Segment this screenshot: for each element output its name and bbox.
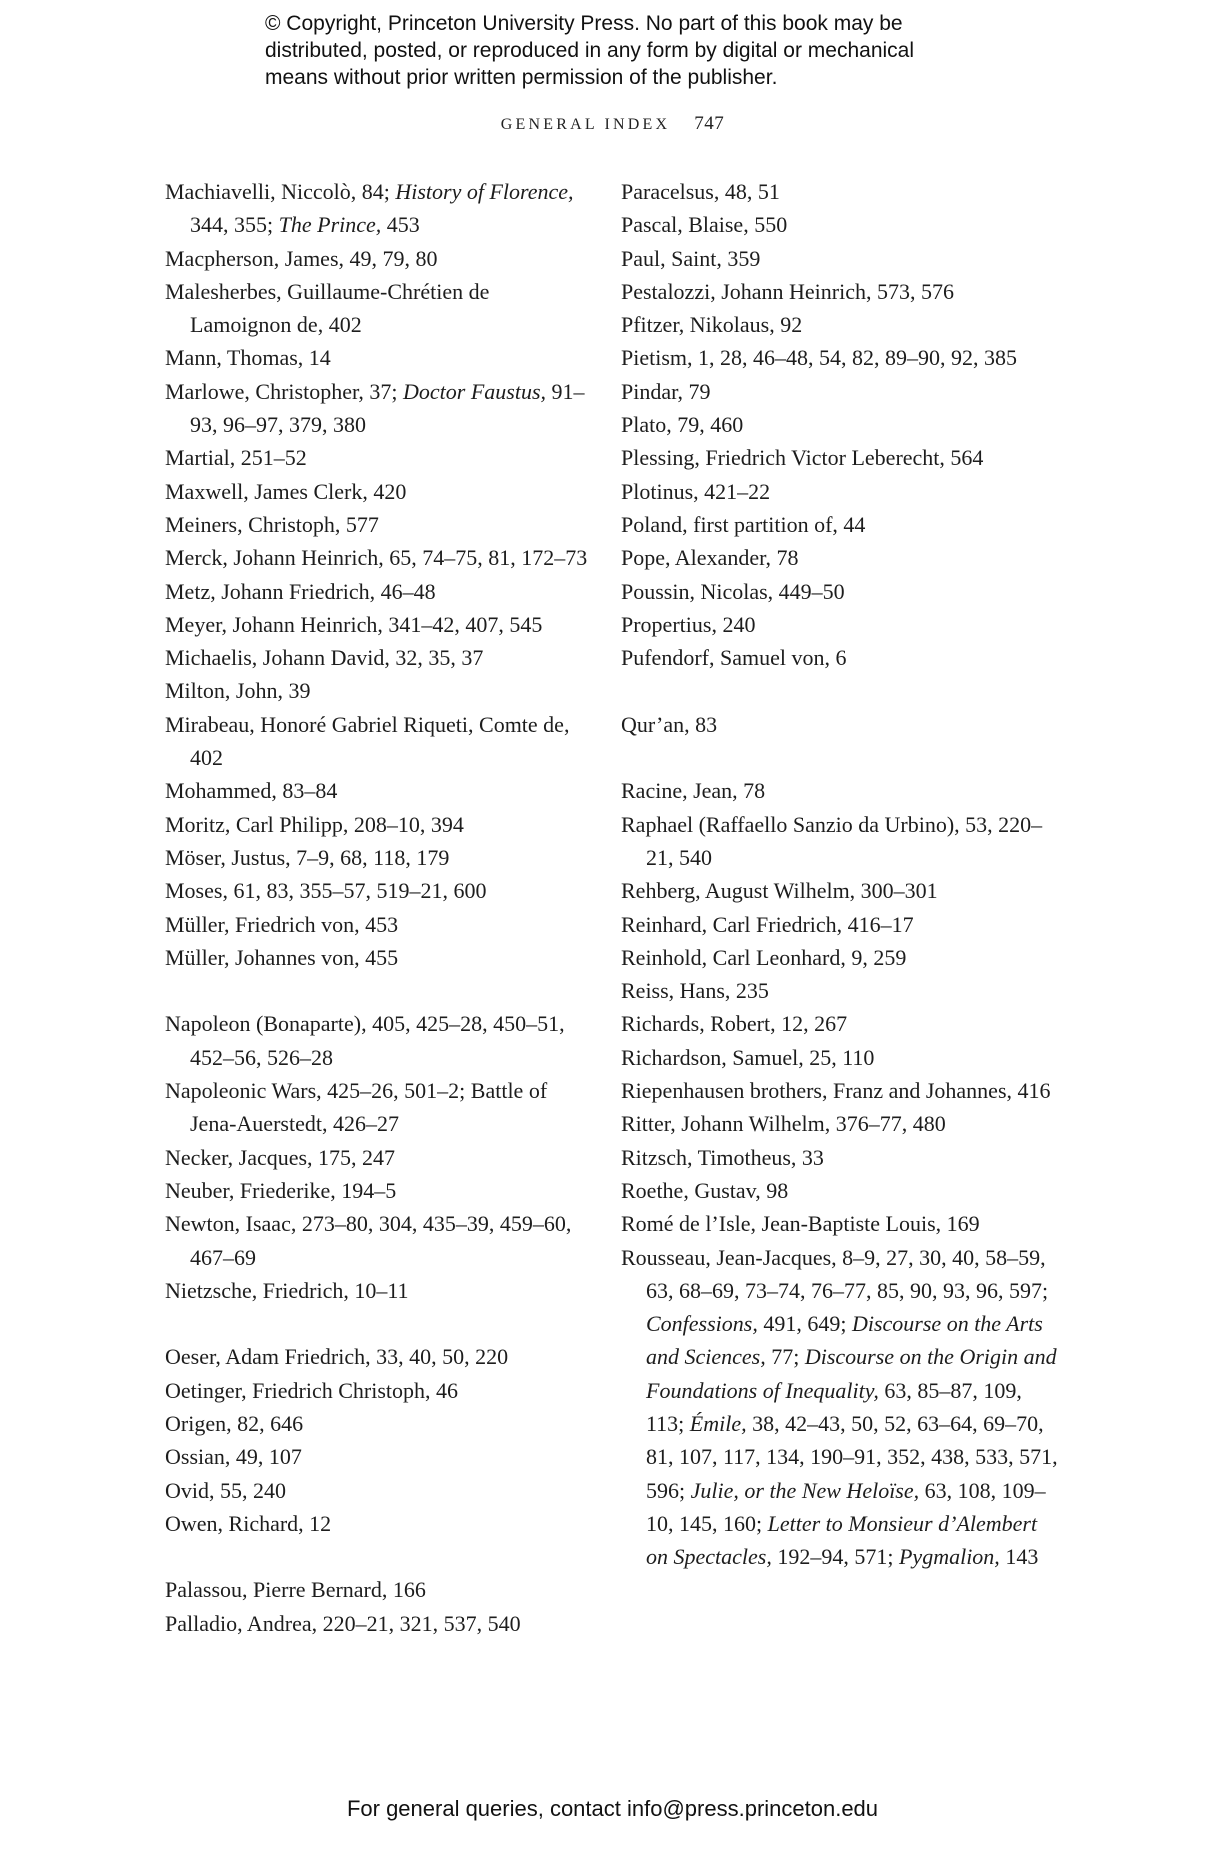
entry-text: Poussin, Nicolas, 449–50 [621,578,845,604]
index-entry [165,275,590,342]
entry-text: Malesherbes, Guillaume-Chrétien de Lamoignon de, 402 [165,278,490,338]
entry-text: Richardson, Samuel, 25, 110 [621,1044,875,1070]
work-title: Julie, or the New Heloïse, [690,1477,920,1503]
index-entry [165,1174,590,1207]
index-entry [621,242,1061,275]
index-entry [165,608,590,641]
index-entry [165,541,590,574]
index-entry [165,774,590,807]
index-entry [165,708,590,775]
index-entry [621,874,1061,907]
index-entry [165,1074,590,1141]
entry-text: Ritzsch, Timotheus, 33 [621,1144,824,1170]
running-header [0,113,1225,135]
index-entry [165,1407,590,1440]
entry-text: Moritz, Carl Philipp, 208–10, 394 [165,811,464,837]
entry-text: Plotinus, 421–22 [621,478,771,504]
entry-text: Riepenhausen brothers, Franz and Johannes, 416 [621,1078,1051,1104]
letter-group-gap [621,674,1061,707]
index-entry [621,1207,1061,1240]
entry-text: Martial, 251–52 [165,445,307,471]
entry-text: Pfitzer, Nikolaus, 92 [621,312,803,338]
entry-text: Pietism, 1, 28, 46–48, 54, 82, 89–90, 92, 385 [621,345,1018,371]
index-entry [165,1507,590,1540]
entry-text: Pope, Alexander, 78 [621,545,799,571]
index-entry [165,1474,590,1507]
entry-text: Maxwell, James Clerk, 420 [165,478,407,504]
entry-text: 143 [999,1544,1039,1570]
entry-text: Plessing, Friedrich Victor Leberecht, 564 [621,445,984,471]
entry-text: Meyer, Johann Heinrich, 341–42, 407, 545 [165,611,543,637]
entry-text: Meiners, Christoph, 577 [165,511,379,537]
index-entry [165,674,590,707]
entry-text: Origen, 82, 646 [165,1410,304,1436]
entry-text: Müller, Johannes von, 455 [165,944,399,970]
index-entry [621,1107,1061,1140]
letter-group-gap [165,1540,590,1573]
entry-text: Ritter, Johann Wilhelm, 376–77, 480 [621,1111,946,1137]
index-entry [621,808,1061,875]
entry-text: Palladio, Andrea, 220–21, 321, 537, 540 [165,1610,521,1636]
index-entry [165,1007,590,1074]
entry-text: Ovid, 55, 240 [165,1477,286,1503]
entry-text: Müller, Friedrich von, 453 [165,911,399,937]
index-entry [621,1007,1061,1040]
index-entry [165,1573,590,1606]
index-entry [621,508,1061,541]
entry-text: Paul, Saint, 359 [621,245,761,271]
entry-text: 192–94, 571; [771,1544,899,1570]
entry-text: Mirabeau, Honoré Gabriel Riqueti, Comte de, 402 [165,711,570,771]
index-entry [165,1374,590,1407]
entry-text: Romé de l’Isle, Jean-Baptiste Louis, 169 [621,1211,980,1237]
index-entry [165,1207,590,1274]
entry-text: Nietzsche, Friedrich, 10–11 [165,1277,409,1303]
index-entry [165,175,590,242]
index-entry [165,575,590,608]
entry-text: Reinhold, Carl Leonhard, 9, 259 [621,944,907,970]
entry-text: 63, 85–87, 109, 113; [646,1377,1022,1436]
entry-text: 38, 42–43, 50, 52, 63–64, 69–70, 81, 107, 117, 134, 190–91, 352, 438, 533, 571, 596; [646,1410,1058,1503]
index-entry [165,242,590,275]
entry-text: Mohammed, 83–84 [165,778,338,804]
entry-text: Napoleon (Bonaparte), 405, 425–28, 450–51, 452–56, 526–28 [165,1011,565,1070]
index-entry [621,308,1061,341]
index-entry [621,1174,1061,1207]
page-number: 747 [694,113,725,134]
entry-text: 77; [765,1344,805,1370]
work-title: Pygmalion, [898,1544,1000,1570]
index-entry [621,1041,1061,1074]
index-entry [621,208,1061,241]
entry-text: Macpherson, James, 49, 79, 80 [165,245,438,271]
entry-text: Racine, Jean, 78 [621,778,766,804]
entry-text: Napoleonic Wars, 425–26, 501–2; Battle of Jena-Auerstedt, 426–27 [165,1078,548,1137]
entry-text: Pufendorf, Samuel von, 6 [621,645,847,671]
entry-text: Rehberg, August Wilhelm, 300–301 [621,878,938,904]
index-entry [621,375,1061,408]
work-title: The Prince, [278,212,382,238]
entry-text: Poland, first partition of, 44 [621,511,866,537]
index-column-right [621,175,1061,1573]
letter-group-gap [165,1307,590,1340]
index-entry [621,1074,1061,1107]
entry-text: 63, 108, 109–10, 145, 160; [646,1477,1046,1536]
index-column-left [165,175,590,1640]
index-entry [621,541,1061,574]
entry-text: Machiavelli, Niccolò, 84; [165,179,396,204]
index-entry [621,408,1061,441]
entry-text: Merck, Johann Heinrich, 65, 74–75, 81, 172–73 [165,545,588,571]
entry-text: Propertius, 240 [621,611,756,637]
copyright-line: means without prior written permission of the publisher. [265,66,778,89]
index-entry [621,1241,1061,1574]
letter-group-gap [621,741,1061,774]
entry-text: Milton, John, 39 [165,678,311,704]
entry-text: Reinhard, Carl Friedrich, 416–17 [621,911,914,937]
index-entry [165,841,590,874]
entry-text: 344, 355; [190,212,279,238]
index-entry [165,941,590,974]
index-entry [165,808,590,841]
index-entry [621,908,1061,941]
copyright-notice [265,10,985,91]
entry-text: Möser, Justus, 7–9, 68, 118, 179 [165,844,450,870]
header-title: GENERAL INDEX [500,116,671,133]
entry-text: Owen, Richard, 12 [165,1510,332,1536]
entry-text: Oeser, Adam Friedrich, 33, 40, 50, 220 [165,1344,509,1370]
work-title: Confessions, [646,1311,758,1337]
index-entry [621,608,1061,641]
entry-text: Oetinger, Friedrich Christoph, 46 [165,1377,459,1403]
index-entry [165,508,590,541]
index-entry [621,1141,1061,1174]
entry-text: Moses, 61, 83, 355–57, 519–21, 600 [165,878,487,904]
entry-text: Michaelis, Johann David, 32, 35, 37 [165,645,484,671]
entry-text: Mann, Thomas, 14 [165,345,331,371]
index-entry [621,475,1061,508]
entry-text: Raphael (Raffaello Sanzio da Urbino), 53, 220–21, 540 [621,811,1043,870]
entry-text: Necker, Jacques, 175, 247 [165,1144,396,1170]
index-entry [621,441,1061,474]
work-title: Discourse on the Origin and Foundations of Inequality, [646,1344,1057,1403]
index-entry [165,908,590,941]
entry-text: Rousseau, Jean-Jacques, 8–9, 27, 30, 40, 58–59, 63, 68–69, 73–74, 76–77, 85, 90, 93, 96, 597; [621,1244,1049,1303]
work-title: Émile, [689,1410,747,1436]
index-entry [621,941,1061,974]
index-entry [165,1340,590,1373]
index-entry [621,974,1061,1007]
index-entry [165,341,590,374]
index-entry [621,575,1061,608]
index-entry [621,175,1061,208]
index-entry [621,641,1061,674]
entry-text: Reiss, Hans, 235 [621,978,769,1004]
letter-group-gap [165,974,590,1007]
work-title: Doctor Faustus, [403,378,547,404]
index-entry [165,1274,590,1307]
entry-text: 453 [381,212,420,238]
entry-text: Newton, Isaac, 273–80, 304, 435–39, 459–60, 467–69 [165,1211,572,1270]
entry-text: Metz, Johann Friedrich, 46–48 [165,578,436,604]
entry-text: Qur’an, 83 [621,711,718,737]
entry-text: 491, 649; [757,1311,852,1337]
index-entry [165,641,590,674]
index-entry [165,1141,590,1174]
entry-text: Paracelsus, 48, 51 [621,179,780,204]
index-entry [165,441,590,474]
index-entry [165,475,590,508]
entry-text: Pindar, 79 [621,378,711,404]
work-title: Letter to Monsieur d’Alembert on Spectacles, [646,1510,1038,1570]
entry-text: Pascal, Blaise, 550 [621,212,788,238]
work-title: History of Florence, [395,179,574,204]
entry-text: Roethe, Gustav, 98 [621,1177,789,1203]
index-entry [621,708,1061,741]
entry-text: Neuber, Friederike, 194–5 [165,1177,397,1203]
copyright-line: distributed, posted, or reproduced in any form by digital or mechanical [265,39,915,62]
index-entry [165,1440,590,1473]
entry-text: Richards, Robert, 12, 267 [621,1011,848,1037]
entry-text: Pestalozzi, Johann Heinrich, 573, 576 [621,278,954,304]
index-entry [165,1607,590,1640]
index-entry [621,275,1061,308]
index-entry [621,774,1061,807]
index-entry [165,375,590,442]
entry-text: Plato, 79, 460 [621,412,744,438]
entry-text: 91–93, 96–97, 379, 380 [190,378,585,438]
entry-text: Marlowe, Christopher, 37; [165,378,404,404]
index-entry [621,341,1061,374]
work-title: Discourse on the Arts and Sciences, [646,1311,1043,1370]
footer-contact: For general queries, contact info@press.princeton.edu [346,1796,879,1821]
copyright-line: © Copyright, Princeton University Press. No part of this book may be [265,12,903,35]
entry-text: Ossian, 49, 107 [165,1444,302,1470]
entry-text: Palassou, Pierre Bernard, 166 [165,1577,426,1603]
index-entry [165,874,590,907]
